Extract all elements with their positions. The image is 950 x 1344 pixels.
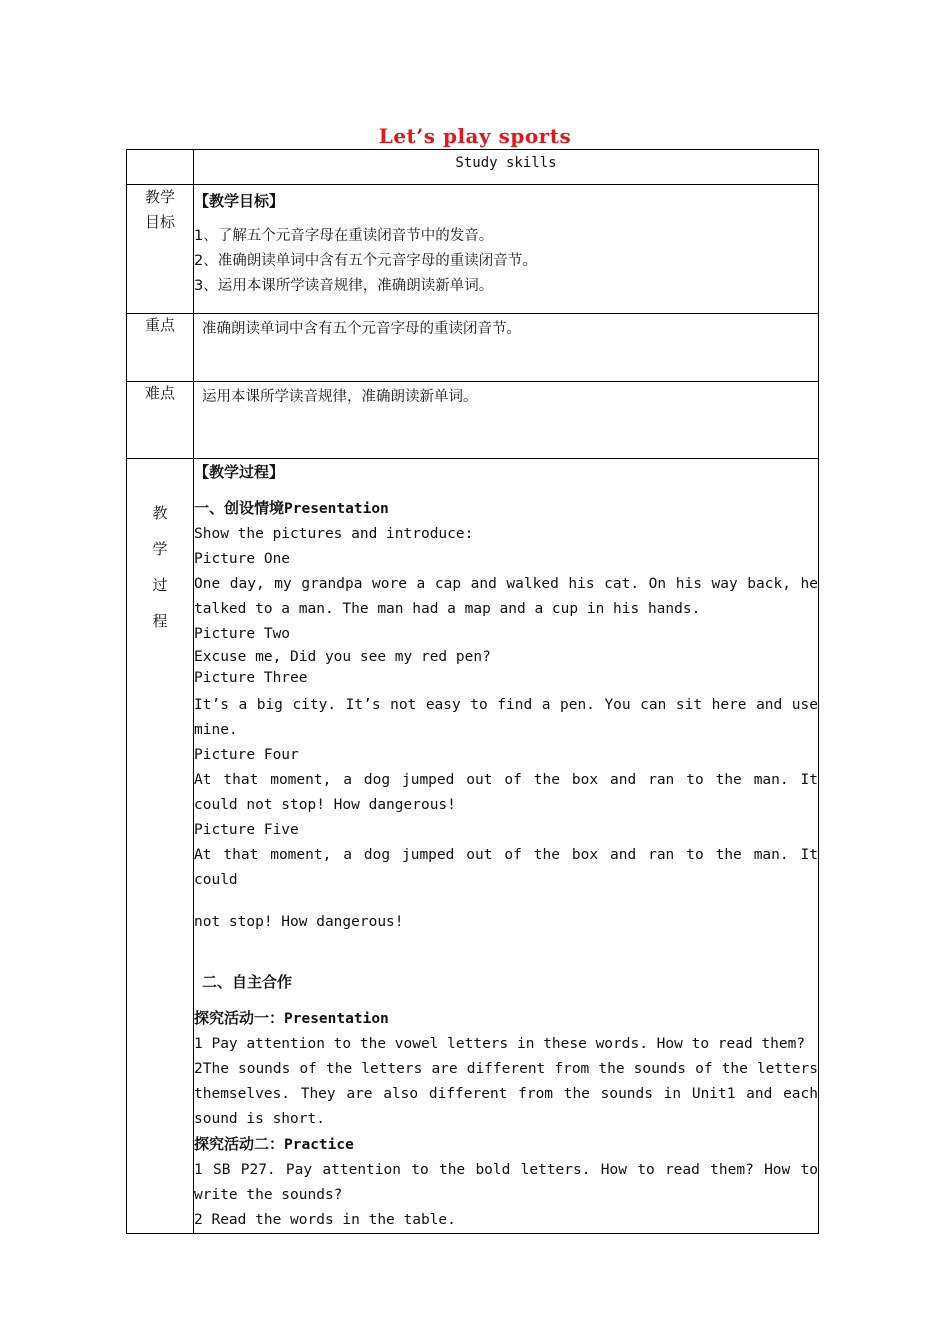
difficult-point-row xyxy=(127,382,819,459)
activity2-title-en: Practice xyxy=(284,1137,354,1153)
picture4-text: At that moment, a dog jumped out of the box and ran to the man. It could not stop! How dangerous! xyxy=(194,772,818,813)
key-point-content xyxy=(194,314,819,382)
subtitle-row xyxy=(127,150,819,185)
objectives-label-line2: 目标 xyxy=(144,213,175,231)
activity2-item-2: 2 Read the words in the table. xyxy=(194,1212,456,1228)
section1-title-cn: 一、创设情境 xyxy=(194,499,285,517)
picture1-title: Picture One xyxy=(194,551,291,567)
activity1-title-cn: 探究活动一： xyxy=(194,1009,285,1027)
activity1-title-en: Presentation xyxy=(284,1011,389,1027)
picture4-title: Picture Four xyxy=(194,747,299,763)
objectives-content xyxy=(194,185,819,314)
activity1-item-2: 2The sounds of the letters are different from the sounds of the letters themselves. They are also different from the sounds in Unit1 and each sound is short. xyxy=(194,1061,818,1127)
objectives-heading: 【教学目标】 xyxy=(194,192,285,210)
difficult-point-content xyxy=(194,382,819,459)
process-label xyxy=(127,459,194,1234)
lesson-plan-table xyxy=(126,149,819,1234)
difficult-point-text: 运用本课所学读音规律，准确朗读新单词。 xyxy=(202,389,478,405)
section1-title-en: Presentation xyxy=(284,501,389,517)
activity1-item-1: 1 Pay attention to the vowel letters in these words. How to read them? xyxy=(194,1036,806,1052)
picture3-title: Picture Three xyxy=(194,670,308,686)
key-point-row xyxy=(127,314,819,382)
picture2-text: Excuse me, Did you see my red pen? xyxy=(194,649,491,665)
empty-label-cell xyxy=(127,150,194,185)
process-label-char-4: 程 xyxy=(152,612,168,630)
process-label-char-2: 学 xyxy=(152,540,168,558)
picture1-text: One day, my grandpa wore a cap and walked his cat. On his way back, he talked to a man. The man had a map and a cup in his hands. xyxy=(194,576,818,617)
picture5-title: Picture Five xyxy=(194,822,299,838)
lesson-subtitle: Study skills xyxy=(455,155,557,171)
picture5-text-line1: At that moment, a dog jumped out of the box and ran to the man. It could xyxy=(194,847,818,888)
process-row xyxy=(127,459,819,1234)
intro-text: Show the pictures and introduce: xyxy=(194,526,474,542)
objective-item-2: 2、准确朗读单词中含有五个元音字母的重读闭音节。 xyxy=(194,253,537,269)
activity2-item-1: 1 SB P27. Pay attention to the bold letters. How to read them? How to write the sounds? xyxy=(194,1162,818,1203)
process-label-char-3: 过 xyxy=(152,576,168,594)
activity2-title xyxy=(194,1132,818,1158)
objectives-row xyxy=(127,185,819,314)
activity1-title xyxy=(194,1006,818,1032)
objective-item-1: 1、了解五个元音字母在重读闭音节中的发音。 xyxy=(194,228,494,244)
objectives-label-line1: 教学 xyxy=(144,188,175,206)
page-title: Let’s play sports xyxy=(378,124,572,148)
process-label-char-1: 教 xyxy=(152,504,168,522)
key-point-label: 重点 xyxy=(127,314,194,382)
difficult-point-label: 难点 xyxy=(127,382,194,459)
objective-item-3: 3、运用本课所学读音规律，准确朗读新单词。 xyxy=(194,278,494,294)
section2-title: 二、自主合作 xyxy=(202,973,293,991)
picture3-text: It’s a big city. It’s not easy to find a pen. You can sit here and use mine. xyxy=(194,697,818,738)
subtitle-cell xyxy=(194,150,819,185)
key-point-text: 准确朗读单词中含有五个元音字母的重读闭音节。 xyxy=(202,321,521,337)
process-heading: 【教学过程】 xyxy=(194,463,285,481)
picture5-text-line2: not stop! How dangerous! xyxy=(194,914,404,930)
process-content xyxy=(194,459,819,1234)
section1-title xyxy=(194,496,818,522)
picture2-title: Picture Two xyxy=(194,626,291,642)
activity2-title-cn: 探究活动二： xyxy=(194,1135,285,1153)
objectives-label xyxy=(127,185,194,314)
